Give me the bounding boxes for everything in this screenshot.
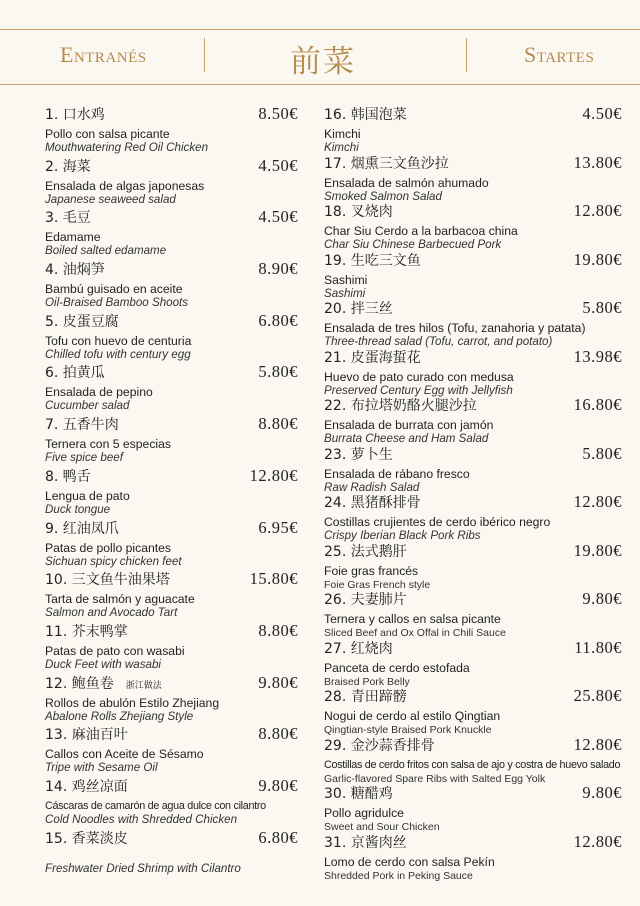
dish-english-name: Japanese seaweed salad (45, 192, 176, 206)
menu-item-title-row (45, 569, 298, 589)
dish-chinese-name (324, 298, 393, 318)
menu-item (324, 395, 622, 444)
dish-english-name: Cold Noodles with Shredded Chicken (45, 812, 238, 826)
dish-price: 9.80€ (582, 589, 622, 608)
menu-item (324, 298, 622, 347)
dish-spanish-name: Costillas de cerdo fritos con salsa de ajo y costra de huevo salado (324, 758, 621, 771)
menu-item-title-row (324, 541, 622, 561)
dish-spanish-name: Cáscaras de camarón de agua dulce con cilantro (45, 799, 266, 812)
menu-item-title-row (45, 466, 298, 486)
dish-name-text: 30. 糖醋鸡 (324, 786, 393, 802)
dish-english-name: Foie Gras French style (324, 578, 431, 591)
dish-price: 12.80€ (249, 465, 298, 485)
dish-english-name: Burrata Cheese and Ham Salad (324, 432, 489, 445)
menu-item-title-row (324, 783, 622, 803)
menu-item-title-row (45, 621, 298, 641)
menu-item-title-row (324, 298, 622, 318)
dish-spanish-name: Lomo de cerdo con salsa Pekín (324, 854, 495, 869)
dish-chinese-name (45, 466, 103, 486)
menu-item (324, 201, 622, 250)
dish-price: 25.80€ (573, 686, 622, 705)
header-spanish-title: Entranés (60, 42, 147, 67)
dish-english-name: Freshwater Dried Shrimp with Cilantro (45, 861, 241, 875)
dish-english-name: Qingtian-style Braised Pork Knuckle (324, 724, 492, 736)
dish-spanish-name: Ensalada de tres hilos (Tofu, zanahoria y patata) (324, 321, 586, 335)
menu-item (324, 104, 622, 153)
menu-item-title-row (324, 686, 622, 706)
menu-column-right (324, 104, 622, 880)
dish-spanish-name: Edamame (45, 230, 101, 245)
menu-item (45, 362, 298, 414)
dish-name-text: 11. 芥末鸭掌 (45, 623, 128, 640)
menu-item (324, 686, 622, 735)
dish-name-text: 24. 黑猪酥排骨 (324, 495, 421, 511)
dish-spanish-name: Sashimi (324, 272, 368, 287)
dish-english-name: Duck tongue (45, 502, 111, 516)
dish-price: 6.80€ (258, 827, 298, 847)
dish-spanish-name: Foie gras francés (324, 563, 419, 578)
dish-chinese-name (45, 311, 131, 331)
dish-name-text: 16. 韩国泡菜 (324, 107, 407, 123)
dish-name-text: 21. 皮蛋海蜇花 (324, 349, 421, 366)
dish-name-text: 7. 五香牛肉 (45, 417, 119, 434)
dish-spanish-name: Bambú guisado en aceite (45, 282, 183, 297)
dish-chinese-name (324, 686, 407, 706)
dish-english-name: Duck Feet with wasabi (45, 657, 161, 671)
dish-english-name: Sweet and Sour Chicken (324, 821, 440, 833)
dish-english-name: Cucumber salad (45, 399, 130, 413)
menu-item-title-row (324, 250, 622, 270)
dish-price: 13.80€ (573, 152, 622, 172)
menu-item (45, 104, 298, 156)
header-divider (204, 38, 205, 72)
dish-style-note: 浙江做法 (125, 680, 162, 691)
menu-item (45, 518, 298, 570)
dish-english-name: Preserved Century Egg with Jellyfish (324, 383, 513, 397)
dish-spanish-name: Ensalada de algas japonesas (45, 178, 205, 193)
dish-spanish-name: Panceta de cerdo estofada (324, 660, 470, 675)
menu-item-title-row (324, 444, 622, 464)
dish-english-name: Chilled tofu with century egg (45, 347, 191, 361)
dish-price: 6.80€ (258, 310, 298, 330)
dish-chinese-name (45, 518, 131, 538)
dish-price: 5.80€ (258, 362, 298, 382)
menu-item (45, 414, 298, 466)
menu-item (324, 492, 622, 541)
dish-chinese-name (324, 783, 393, 803)
dish-name-text: 27. 红烧肉 (324, 640, 393, 657)
menu-item-title-row (45, 414, 298, 434)
dish-english-name: Boiled salted edamame (45, 244, 167, 258)
dish-price: 15.80€ (249, 569, 298, 589)
header-divider (466, 38, 467, 72)
dish-chinese-name (45, 673, 162, 693)
dish-name-text: 12. 鲍鱼卷 (45, 675, 114, 692)
menu-item-title-row (324, 201, 622, 221)
dish-price: 9.80€ (258, 775, 298, 795)
menu-item-title-row (45, 259, 298, 279)
dish-name-text: 10. 三文鱼牛油果塔 (45, 572, 170, 589)
menu-item-title-row (45, 673, 298, 693)
dish-name-text: 4. 油焖笋 (45, 262, 105, 279)
dish-chinese-name (45, 776, 140, 796)
menu-item (324, 735, 622, 784)
menu-item-title-row (45, 156, 298, 176)
dish-chinese-name (324, 250, 421, 270)
dish-english-name: Smoked Salmon Salad (324, 189, 442, 203)
dish-english-name: Sliced Beef and Ox Offal in Chili Sauce (324, 627, 506, 639)
menu-item-title-row (45, 776, 298, 796)
menu-item (45, 776, 298, 828)
dish-spanish-name: Ternera con 5 especias (45, 437, 172, 452)
dish-name-text: 1. 口水鸡 (45, 107, 105, 123)
menu-item (45, 673, 298, 725)
menu-item (324, 541, 622, 590)
dish-english-name: Mouthwatering Red Oil Chicken (45, 141, 209, 154)
dish-spanish-name: Patas de pato con wasabi (45, 643, 185, 658)
dish-price: 8.80€ (258, 620, 298, 640)
dish-name-text: 15. 香菜淡皮 (45, 830, 128, 847)
dish-english-name: Crispy Iberian Black Pork Ribs (324, 529, 481, 542)
dish-english-name: Oil-Braised Bamboo Shoots (45, 296, 189, 310)
dish-chinese-name (324, 444, 393, 464)
dish-spanish-name: Rollos de abulón Estilo Zhejiang (45, 695, 220, 710)
menu-item-title-row (45, 362, 298, 382)
dish-english-name: Three-thread salad (Tofu, carrot, and potato) (324, 335, 553, 348)
dish-price: 19.80€ (573, 249, 622, 269)
dish-price: 8.80€ (258, 724, 298, 744)
dish-price: 11.80€ (574, 637, 622, 657)
menu-item (324, 638, 622, 687)
dish-chinese-name (324, 638, 393, 658)
dish-chinese-name (45, 207, 103, 227)
dish-name-text: 19. 生吃三文鱼 (324, 252, 421, 269)
dish-price: 5.80€ (582, 298, 622, 317)
dish-name-text: 18. 叉烧肉 (324, 204, 393, 220)
dish-price: 13.98€ (573, 346, 622, 366)
menu-item (324, 444, 622, 493)
dish-name-text: 29. 金沙蒜香排骨 (324, 737, 435, 754)
dish-chinese-name (45, 414, 131, 434)
menu-item-title-row (324, 735, 622, 755)
menu-item (45, 207, 298, 259)
dish-name-text: 20. 拌三丝 (324, 301, 393, 317)
dish-name-text: 6. 拍黄瓜 (45, 365, 105, 382)
dish-chinese-name (324, 832, 407, 852)
menu-item (324, 347, 622, 396)
dish-english-name: Five spice beef (45, 451, 123, 465)
dish-chinese-name (324, 104, 407, 124)
dish-price: 8.80€ (258, 414, 298, 434)
menu-item-title-row (45, 518, 298, 538)
dish-price: 9.80€ (582, 783, 622, 802)
dish-name-text: 31. 京酱肉丝 (324, 834, 407, 851)
dish-price: 19.80€ (573, 540, 622, 560)
dish-spanish-name: Costillas crujientes de cerdo ibérico negro (324, 515, 551, 529)
dish-chinese-name (45, 569, 182, 589)
dish-english-name: Kimchi (324, 141, 359, 154)
menu-item-title-row (324, 832, 622, 852)
dish-spanish-name: Char Siu Cerdo a la barbacoa china (324, 224, 518, 238)
dish-spanish-name: Lengua de pato (45, 488, 130, 503)
menu-column-left (45, 104, 298, 879)
dish-chinese-name (45, 104, 117, 124)
dish-spanish-name: Ensalada de salmón ahumado (324, 175, 489, 190)
dish-price: 8.90€ (258, 259, 298, 279)
dish-price: 16.80€ (573, 395, 622, 414)
dish-price: 8.50€ (258, 104, 298, 123)
menu-item-title-row (45, 104, 298, 124)
dish-price: 4.50€ (258, 207, 298, 227)
dish-spanish-name: Ensalada de pepino (45, 385, 153, 400)
dish-chinese-name (324, 589, 407, 609)
dish-name-text: 3. 毛豆 (45, 210, 91, 227)
menu-item (324, 832, 622, 881)
menu-item (45, 724, 298, 776)
dish-chinese-name (324, 735, 435, 755)
dish-name-text: 2. 海菜 (45, 158, 91, 175)
menu-item (324, 783, 622, 832)
header-english-title: Startes (524, 42, 595, 67)
dish-name-text: 14. 鸡丝凉面 (45, 778, 128, 795)
dish-chinese-name (45, 828, 140, 848)
menu-item (45, 466, 298, 518)
dish-name-text: 23. 萝卜生 (324, 446, 393, 463)
menu-item (324, 153, 622, 202)
dish-english-name: Tripe with Sesame Oil (45, 761, 158, 775)
dish-price: 6.95€ (258, 517, 298, 537)
dish-chinese-name (324, 395, 477, 415)
dish-english-name: Braised Pork Belly (324, 675, 410, 688)
menu-item-title-row (324, 395, 622, 415)
dish-price: 12.80€ (573, 734, 622, 754)
menu-item-title-row (324, 153, 622, 173)
dish-name-text: 8. 鸭舌 (45, 468, 91, 485)
menu-item (45, 621, 298, 673)
menu-item (324, 589, 622, 638)
dish-chinese-name (324, 541, 407, 561)
menu-item-title-row (45, 828, 298, 848)
dish-chinese-name (45, 724, 140, 744)
dish-name-text: 17. 烟熏三文鱼沙拉 (324, 155, 449, 172)
menu-item-title-row (45, 311, 298, 331)
menu-item (324, 250, 622, 299)
dish-price: 12.80€ (573, 831, 622, 851)
dish-chinese-name (45, 259, 117, 279)
menu-item-title-row (324, 104, 622, 124)
dish-english-name: Garlic-flavored Spare Ribs with Salted Egg Yolk (324, 772, 546, 785)
dish-spanish-name: Tarta de salmón y aguacate (45, 592, 195, 607)
menu-item (45, 259, 298, 311)
dish-spanish-name: Patas de pollo picantes (45, 540, 172, 555)
dish-english-name: Shredded Pork in Peking Sauce (324, 869, 473, 882)
menu-item (45, 828, 298, 880)
dish-price: 9.80€ (258, 672, 298, 692)
menu-item-title-row (324, 347, 622, 367)
dish-english-name: Sashimi (324, 286, 366, 300)
dish-name-text: 5. 皮蛋豆腐 (45, 313, 119, 330)
dish-price: 4.50€ (258, 155, 298, 175)
dish-english-name: Salmon and Avocado Tart (45, 606, 178, 620)
header-chinese-title: 前菜 (290, 44, 356, 80)
menu-item-title-row (324, 638, 622, 658)
menu-item-title-row (324, 589, 622, 609)
dish-spanish-name: Pollo agridulce (324, 806, 404, 820)
dish-spanish-name: Ensalada de burrata con jamón (324, 418, 494, 432)
menu-item-title-row (45, 724, 298, 744)
menu-item (45, 156, 298, 208)
dish-chinese-name (324, 347, 421, 367)
dish-chinese-name (45, 156, 103, 176)
dish-chinese-name (324, 201, 393, 221)
dish-spanish-name: Ensalada de rábano fresco (324, 466, 470, 481)
dish-name-text: 26. 夫妻肺片 (324, 592, 407, 608)
dish-spanish-name: Nogui de cerdo al estilo Qingtian (324, 709, 501, 723)
dish-chinese-name (324, 492, 421, 512)
menu-item (45, 569, 298, 621)
dish-price: 12.80€ (573, 492, 622, 511)
dish-chinese-name (324, 153, 449, 173)
dish-english-name: Char Siu Chinese Barbecued Pork (324, 238, 502, 251)
dish-name-text: 28. 青田蹄髈 (324, 689, 407, 705)
dish-spanish-name: Ternera y callos en salsa picante (324, 612, 501, 626)
dish-spanish-name: Callos con Aceite de Sésamo (45, 747, 204, 762)
menu-header (0, 29, 640, 85)
menu-item (45, 311, 298, 363)
dish-price: 12.80€ (573, 201, 622, 220)
dish-price: 4.50€ (582, 104, 622, 123)
dish-name-text: 9. 红油凤爪 (45, 520, 119, 537)
dish-name-text: 25. 法式鹅肝 (324, 543, 407, 560)
dish-spanish-name: Kimchi (324, 127, 361, 141)
dish-chinese-name (45, 621, 140, 641)
menu-item-title-row (324, 492, 622, 512)
dish-english-name: Abalone Rolls Zhejiang Style (45, 709, 194, 723)
dish-spanish-name: Tofu con huevo de centuria (45, 333, 192, 348)
dish-name-text: 13. 麻油百叶 (45, 727, 128, 744)
dish-spanish-name: Pollo con salsa picante (45, 127, 170, 141)
dish-chinese-name (45, 362, 117, 382)
dish-price: 5.80€ (582, 443, 622, 463)
menu-item-title-row (45, 207, 298, 227)
dish-name-text: 22. 布拉塔奶酪火腿沙拉 (324, 398, 477, 414)
dish-spanish-name: Huevo de pato curado con medusa (324, 369, 514, 384)
dish-english-name: Sichuan spicy chicken feet (45, 554, 182, 568)
dish-english-name: Raw Radish Salad (324, 480, 420, 494)
